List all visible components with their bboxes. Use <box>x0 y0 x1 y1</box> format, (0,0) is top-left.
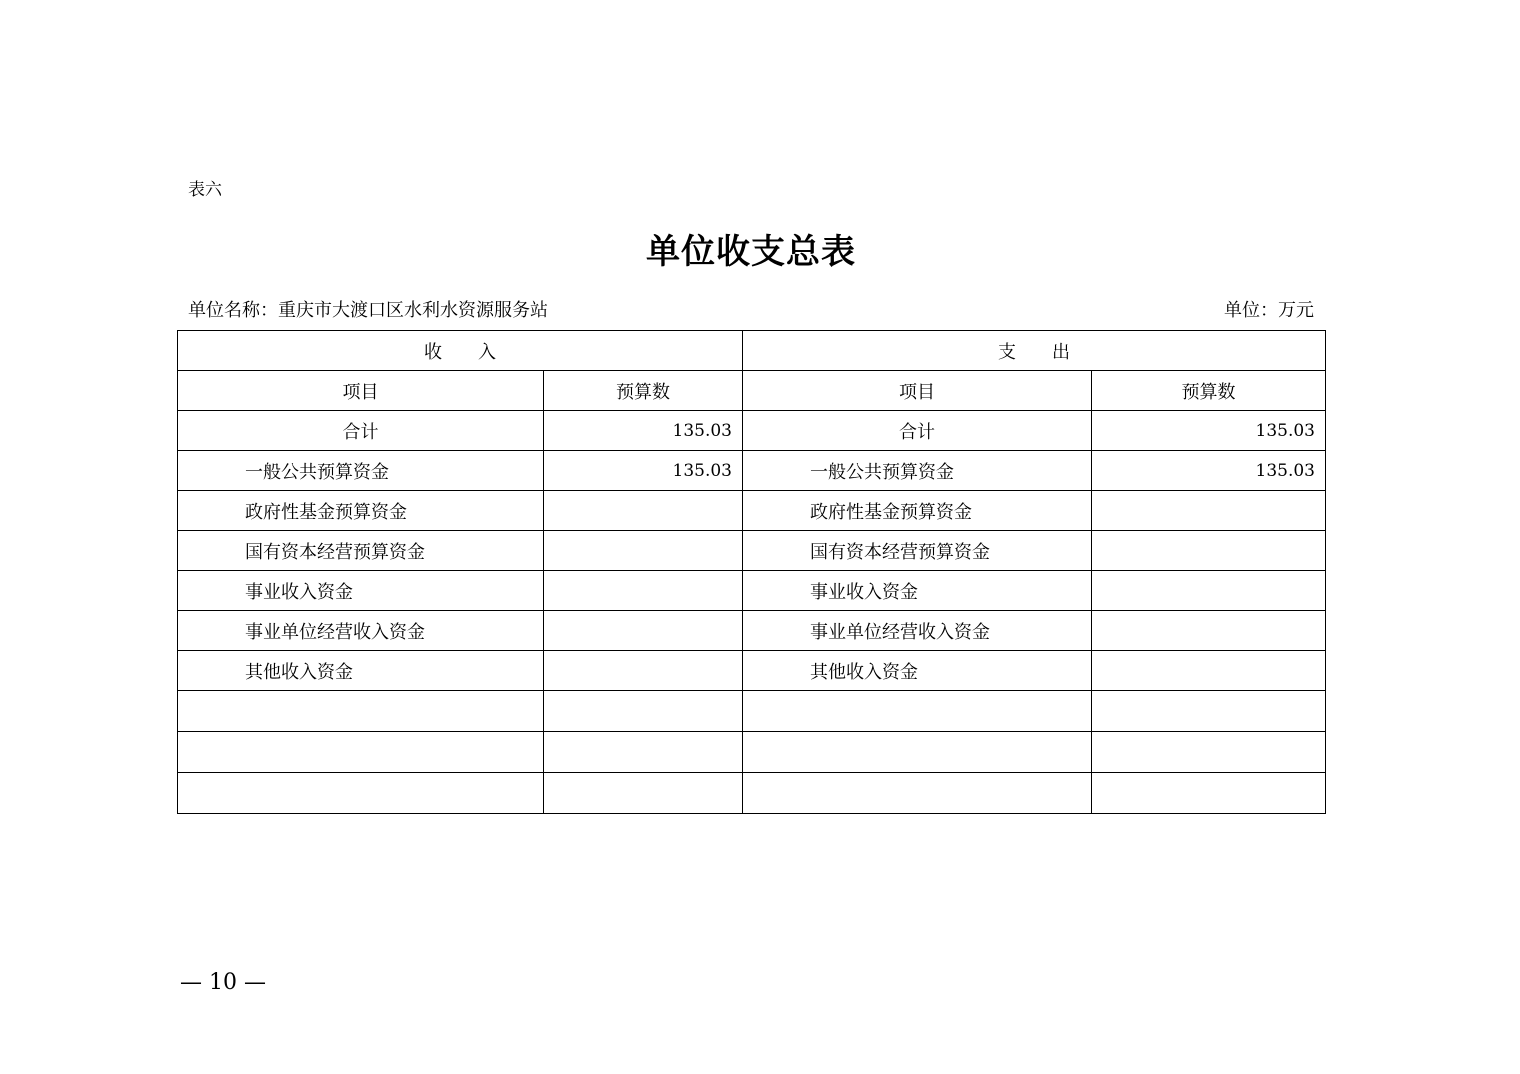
income-item: 事业单位经营收入资金 <box>178 611 544 651</box>
empty-cell <box>178 773 544 814</box>
expense-value <box>1092 491 1326 531</box>
expense-item: 政府性基金预算资金 <box>743 491 1092 531</box>
empty-cell <box>743 732 1092 773</box>
expense-value: 135.03 <box>1092 451 1326 491</box>
section-header-row <box>178 331 1326 371</box>
empty-cell <box>743 691 1092 732</box>
empty-row <box>178 691 1326 732</box>
empty-row <box>178 732 1326 773</box>
expense-item-header: 项目 <box>743 371 1092 411</box>
expense-value <box>1092 571 1326 611</box>
table-row <box>178 491 1326 531</box>
expense-total-value: 135.03 <box>1092 411 1326 451</box>
empty-cell <box>1092 732 1326 773</box>
income-total-value: 135.03 <box>544 411 743 451</box>
expense-item: 其他收入资金 <box>743 651 1092 691</box>
income-value <box>544 531 743 571</box>
empty-cell <box>1092 691 1326 732</box>
empty-cell <box>544 691 743 732</box>
empty-cell <box>743 773 1092 814</box>
income-section-header: 收 入 <box>178 331 743 371</box>
income-amount-header: 预算数 <box>544 371 743 411</box>
page-title: 单位收支总表 <box>646 232 856 272</box>
meta-row <box>188 298 1314 324</box>
income-item: 一般公共预算资金 <box>178 451 544 491</box>
income-expense-summary-table <box>177 330 1326 814</box>
table-row <box>178 651 1326 691</box>
expense-total-label: 合计 <box>743 411 1092 451</box>
expense-item: 事业收入资金 <box>743 571 1092 611</box>
income-value <box>544 651 743 691</box>
expense-amount-header: 预算数 <box>1092 371 1326 411</box>
table-row <box>178 611 1326 651</box>
empty-cell <box>544 773 743 814</box>
expense-item: 事业单位经营收入资金 <box>743 611 1092 651</box>
income-value <box>544 491 743 531</box>
currency-unit: 单位：万元 <box>1224 300 1314 321</box>
total-row <box>178 411 1326 451</box>
expense-value <box>1092 611 1326 651</box>
income-value <box>544 571 743 611</box>
empty-cell <box>544 732 743 773</box>
empty-row <box>178 773 1326 814</box>
table-number: 表六 <box>188 180 222 200</box>
income-value: 135.03 <box>544 451 743 491</box>
empty-cell <box>178 691 544 732</box>
income-item-header: 项目 <box>178 371 544 411</box>
empty-cell <box>178 732 544 773</box>
unit-name: 单位名称：重庆市大渡口区水利水资源服务站 <box>188 300 548 321</box>
expense-section-header: 支 出 <box>743 331 1326 371</box>
income-item: 其他收入资金 <box>178 651 544 691</box>
expense-value <box>1092 531 1326 571</box>
table-row <box>178 531 1326 571</box>
empty-cell <box>1092 773 1326 814</box>
income-item: 国有资本经营预算资金 <box>178 531 544 571</box>
income-value <box>544 611 743 651</box>
income-item: 事业收入资金 <box>178 571 544 611</box>
income-item: 政府性基金预算资金 <box>178 491 544 531</box>
table-row <box>178 451 1326 491</box>
page-number: — 10 — <box>180 970 266 995</box>
expense-item: 国有资本经营预算资金 <box>743 531 1092 571</box>
column-header-row <box>178 371 1326 411</box>
table-row <box>178 571 1326 611</box>
income-total-label: 合计 <box>178 411 544 451</box>
expense-item: 一般公共预算资金 <box>743 451 1092 491</box>
expense-value <box>1092 651 1326 691</box>
